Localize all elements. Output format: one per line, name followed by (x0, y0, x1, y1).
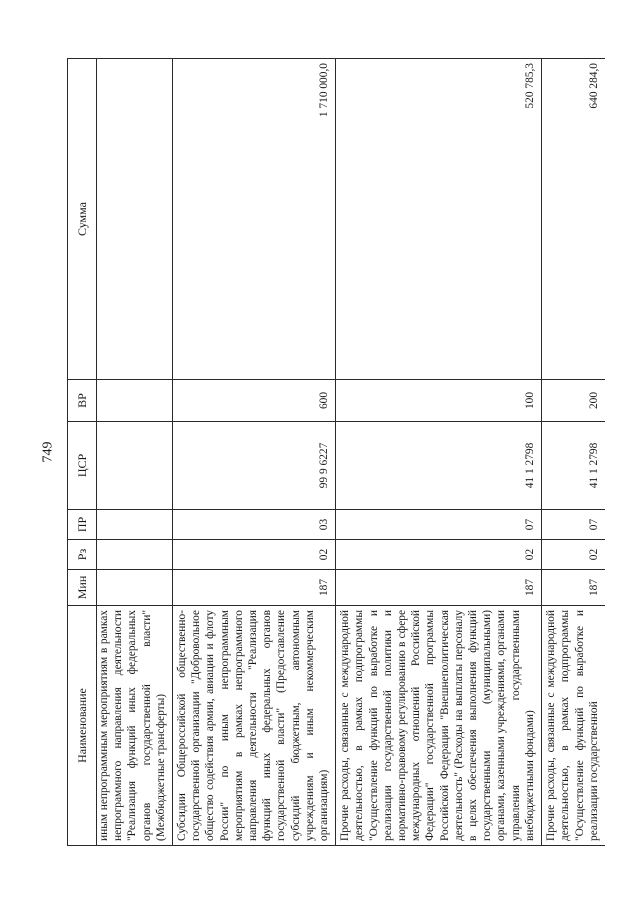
row-sum: 1 710 000,0 (173, 59, 336, 380)
row-csr: 41 1 2798 (542, 422, 605, 510)
header-pr: ПР (68, 510, 97, 540)
header-csr: ЦСР (68, 422, 97, 510)
row-csr (97, 422, 173, 510)
row-min: 187 (173, 570, 336, 606)
page-number: 749 (40, 441, 56, 463)
row-min (97, 570, 173, 606)
row-csr: 41 1 2798 (336, 422, 542, 510)
row-sum: 520 785,3 (336, 59, 542, 380)
budget-table-region (67, 58, 605, 846)
row-rz: 02 (336, 540, 542, 570)
row-pr (97, 510, 173, 540)
row-vr: 100 (336, 380, 542, 422)
row-name: Субсидии Общероссийской общественно-государственной организации "Добровольное общество содействия армии, авиации и флоту России" по иным непрограммным мероприятиям в рамках непрограммного направления деятельности "Реализация функций иных федеральных органов государственной власти" (Предоставление субсидий бюджетным, автономным учреждениям и иным некоммерческим организациям) (173, 606, 336, 846)
row-csr: 99 9 6227 (173, 422, 336, 510)
budget-table (67, 58, 605, 846)
row-vr (97, 380, 173, 422)
row-pr: 07 (542, 510, 605, 540)
row-min: 187 (336, 570, 542, 606)
table-row (173, 59, 336, 846)
row-pr: 07 (336, 510, 542, 540)
table-row (97, 59, 173, 846)
table-row (336, 59, 542, 846)
header-min: Мин (68, 570, 97, 606)
row-sum: 640 284,0 (542, 59, 605, 380)
header-sum: Сумма (68, 59, 97, 380)
row-name: Прочие расходы, связанные с международной деятельностью, в рамках подпрограммы "Осуществление функций по выработке и реализации государственной политики и нормативно-правовому регулированию в сфере международных отношений Российской Федерации" государственной программы Российской Федерации "Внешнеполитическая деятельность" (Расходы на выплаты персоналу в целях обеспечения выполнения функций государственными (муниципальными) органами, казенными учреждениями, органами управления государственными внебюджетными фондами) (336, 606, 542, 846)
row-rz: 02 (173, 540, 336, 570)
row-rz: 02 (542, 540, 605, 570)
rotated-table-container (67, 58, 605, 846)
row-min: 187 (542, 570, 605, 606)
table-row (542, 59, 605, 846)
row-vr: 200 (542, 380, 605, 422)
header-vr: ВР (68, 380, 97, 422)
header-name: Наименование (68, 606, 97, 846)
row-pr: 03 (173, 510, 336, 540)
header-row (68, 59, 97, 846)
row-vr: 600 (173, 380, 336, 422)
row-sum (97, 59, 173, 380)
row-name: иным непрограммным мероприятиям в рамках непрограммного направления деятельности "Реализация функций иных федеральных органов государственной власти" (Межбюджетные трансферты) (97, 606, 173, 846)
header-rz: Рз (68, 540, 97, 570)
row-rz (97, 540, 173, 570)
row-name: Прочие расходы, связанные с международной деятельностью, в рамках подпрограммы "Осуществление функций по выработке и реализации государственной (542, 606, 605, 846)
